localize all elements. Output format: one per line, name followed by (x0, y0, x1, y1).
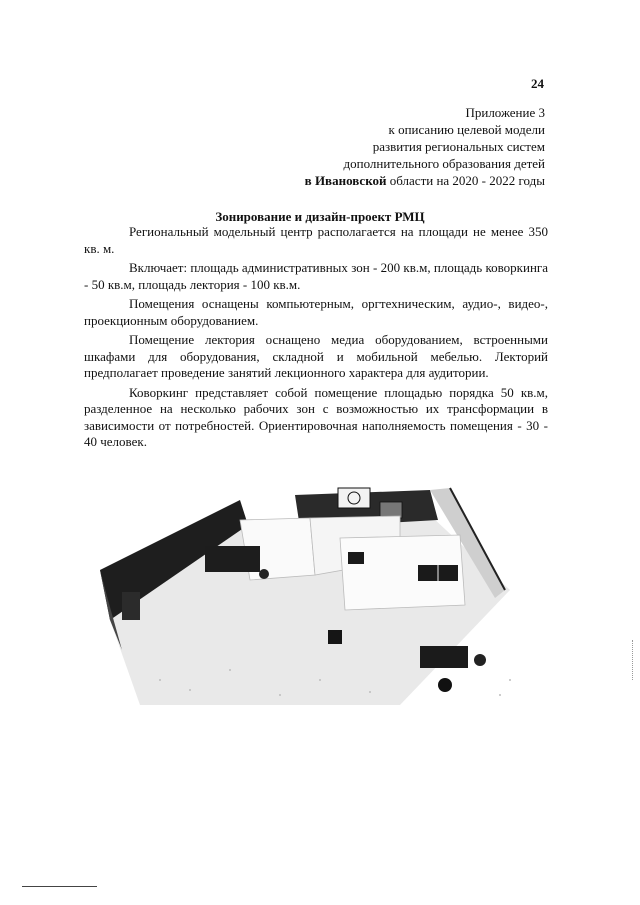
render-chair (259, 569, 269, 579)
render-small-table (328, 630, 342, 644)
render-cabinet (122, 592, 140, 620)
appendix-region: в Ивановской (304, 173, 387, 188)
appendix-line-5 (305, 172, 545, 189)
render-table (420, 646, 468, 668)
paragraph: Коворкинг представляет собой помещение площадью порядка 50 кв.м, разделенное на несколько рабочих зон с возможностью их трансформации в зависимости от потребностей. Ориентировочная наполняемость помещения - 30 - 40 человек. (84, 384, 548, 449)
section-title: Зонирование и дизайн-проект РМЦ (215, 209, 425, 224)
render-chair (474, 654, 486, 666)
page-number: 24 (531, 76, 544, 91)
appendix-header (305, 104, 545, 189)
floor-plan-render (100, 480, 520, 710)
footer-rule (22, 886, 97, 887)
scan-artifact (632, 640, 636, 680)
appendix-line-3: развития региональных систем (372, 139, 545, 154)
appendix-line-1: Приложение 3 (465, 105, 545, 120)
paragraph: Помещения оснащены компьютерным, оргтехническим, аудио-, видео-, проекционным оборудованием. (84, 296, 548, 328)
appendix-line-2: к описанию целевой модели (388, 122, 545, 137)
appendix-years: области на 2020 - 2022 годы (386, 173, 545, 188)
render-window (348, 552, 364, 564)
render-screen (338, 488, 370, 508)
paragraph: Включает: площадь административных зон - 200 кв.м, площадь коворкинга - 50 кв.м, площадь лектория - 100 кв.м. (84, 260, 548, 292)
render-panel (380, 502, 402, 518)
render-desk (205, 546, 260, 572)
body-text (84, 224, 548, 454)
render-chair (438, 678, 452, 692)
paragraph: Региональный модельный центр располагается на площади не менее 350 кв. м. (84, 224, 548, 256)
appendix-line-4: дополнительного образования детей (343, 156, 545, 171)
paragraph: Помещение лектория оснащено медиа оборудованием, встроенными шкафами для оборудования, складной и мобильной мебелью. Лекторий предполагает проведение занятий лекционного характера для аудитории. (84, 332, 548, 380)
